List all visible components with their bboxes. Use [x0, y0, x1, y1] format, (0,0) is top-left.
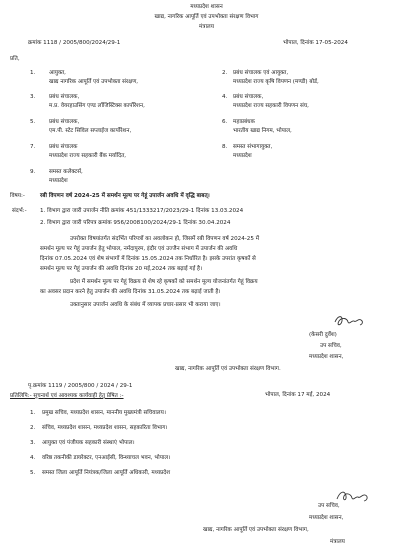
recipient-line: म.प्र. वेयरहाउसिंग एण्ड लॉजिस्टिक्स कार्पोरेशन, [49, 103, 145, 109]
recipient-line: प्रबंध संचालक [49, 144, 78, 150]
subject-text: रबी विपणन वर्ष 2024-25 में समर्थन मूल्य पर गेहूं उपार्जन अवधि में वृद्धि बाबत्। [40, 193, 210, 199]
copy-no: 3. [30, 440, 36, 446]
recipient-no: 4. [222, 94, 228, 100]
reference-label: संदर्भ:- [12, 208, 27, 214]
body-line: उक्तानुसार उपार्जन अवधि के संबंध में व्यापक प्रचार-प्रसार भी कराया जाए। [70, 302, 221, 308]
body-line: समर्थन मूल्य पर गेहूं उपार्जन की अवधि दिनांक 20 मई,2024 तक बढ़ाई गई है। [40, 266, 203, 272]
recipient-line: महाप्रबंधक [233, 119, 255, 125]
signatory2-gov: मध्यप्रदेश शासन, [309, 515, 344, 521]
recipient-line: मध्यप्रदेश राज्य कृषि विपणन (मण्डी) बोर्ड, [233, 79, 319, 85]
signatory-gov: मध्यप्रदेश शासन, [309, 354, 344, 360]
body-line: समर्थन मूल्य पर गेहूं उपार्जन हेतु भोपाल, नर्मदापुरम, इंदौर एवं उज्जैन संभाग में उपार्जन की अवधि [40, 246, 238, 252]
signature-scribble [332, 312, 366, 330]
copy-item: वरिष्ठ तकनीकी डायरेक्टर, एनआईसी, विन्ध्याचल भवन, भोपाल। [42, 455, 171, 461]
letter-ref: क्रमांक 1118 / 2005/800/2024/29-1 [28, 40, 121, 46]
body-line: का अवसर प्रदान करने हेतु उपार्जन की अवधि दिनांक 31.05.2024 तक बढ़ाई जाती है। [40, 289, 221, 295]
signatory-designation: उप सचिव, [320, 343, 342, 349]
copy-item: प्रमुख सचिव, मध्यप्रदेश शासन, माननीय मुख्यमंत्री सचिवालय। [42, 410, 166, 416]
letter-date: भोपाल, दिनांक 17-05-2024 [283, 40, 348, 46]
signature-scribble [335, 487, 371, 505]
to-label: प्रति, [10, 56, 20, 62]
copy-item: आयुक्त एवं पंजीयक सहकारी संस्थाएं भोपाल। [42, 440, 135, 446]
recipient-line: मध्यप्रदेश राज्य सहकारी बैंक मर्यादित, [49, 153, 127, 159]
recipient-no: 8. [222, 144, 228, 150]
copy-no: 2. [30, 425, 36, 431]
copy-item: संचिव, मध्यप्रदेश शासन, मध्यप्रदेश शासन, सहकारिता विभाग। [42, 425, 168, 431]
body-line: उपरोक्त विषयांतर्गत संदर्भित परिपत्रों का अवलोकन हो, जिसमें रबी विपणन वर्ष 2024-25 में [70, 236, 260, 242]
copy-label: प्रतिलिपि:- सूचनार्थ एवं आवश्यक कार्यवाही हेतु प्रेषित :- [10, 393, 124, 399]
recipient-line: खाद्य नागरिक आपूर्ति एवं उपभोक्ता संरक्षण, [49, 79, 139, 85]
recipient-line: समस्त कलेक्टर्स, [49, 169, 83, 175]
gov-heading: मध्यप्रदेश शासन [190, 4, 223, 10]
copy-item: समस्त जिला आपूर्ति नियंत्रक/जिला आपूर्ति अधिकारी, मध्यप्रदेश [42, 470, 171, 476]
copy-no: 4. [30, 455, 36, 461]
recipient-line: समस्त संभागायुक्त, [233, 144, 273, 150]
recipient-no: 3. [30, 94, 36, 100]
recipient-line: मध्यप्रदेश [233, 153, 252, 159]
signatory2-dept: खाद्य, नागरिक आपूर्ति एवं उपभोक्ता संरक्षण विभाग, [203, 527, 309, 533]
recipient-line: मध्यप्रदेश [49, 178, 68, 184]
recipient-line: प्रबंध संचालक, [233, 94, 264, 100]
copy-no: 5. [30, 470, 36, 476]
reference-item: 1. विभाग द्वारा जारी उपार्जन नीति क्रमांक 451/1333217/2023/29-1 दिनांक 13.03.2024 [40, 208, 244, 214]
subject-label: विषय:- [10, 193, 25, 199]
recipient-line: आयुक्त, [49, 70, 66, 76]
recipient-no: 6. [222, 119, 228, 125]
reference-item: 2. विभाग द्वारा जारी परिपत्र क्रमांक 956/2008100/2024/29-1 दिनांक 30.04.2024 [40, 220, 231, 226]
recipient-no: 2. [222, 70, 228, 76]
endorsement-ref: पृ.क्रमांक 1119 / 2005/800 / 2024 / 29-1 [28, 383, 133, 389]
signatory-name: (केसरी दुर्वेश) [309, 332, 337, 338]
recipient-line: प्रबंध संचालक, [49, 119, 80, 125]
signatory2-office: मंत्रालय [330, 539, 345, 545]
recipient-line: भारतीय खाद्य निगम, भोपाल, [233, 128, 292, 134]
recipient-line: प्रबंध संचालक, [49, 94, 80, 100]
office-heading: मंत्रालय [199, 24, 214, 30]
body-line: प्रदेश में समर्थन मूल्य पर गेहूं विक्रय से शेष रहे कृषकों को समर्थन मूल्य योजनांतर्गत गेहूं विक्रय [70, 279, 258, 285]
recipient-line: मध्यप्रदेश राज्य सहकारी विपणन संघ, [233, 103, 309, 109]
signatory-dept: खाद्य, नागरिक आपूर्ति एवं उपभोक्ता संरक्षण विभाग. [175, 366, 281, 372]
recipient-line: एम.पी. स्टेट सिविल सप्लाईज कार्पोरेशन, [49, 128, 132, 134]
recipient-no: 5. [30, 119, 36, 125]
signatory2-designation: उप सचिव, [318, 503, 340, 509]
recipient-no: 9. [30, 169, 36, 175]
endorsement-date: भोपाल, दिनांक 17 मई, 2024 [265, 392, 331, 398]
recipient-line: प्रबंध संचालक एवं आयुक्त, [233, 70, 289, 76]
copy-no: 1. [30, 410, 36, 416]
body-line: दिनांक 07.05.2024 एवं शेष संभागों में दिनांक 15.05.2024 तक निर्धारित है। इसके उपरांत कृषकों से [40, 256, 256, 262]
recipient-no: 7. [30, 144, 36, 150]
dept-heading: खाद्य, नागरिक आपूर्ति एवं उपभोक्ता संरक्षण विभाग [154, 14, 259, 20]
recipient-no: 1. [30, 70, 36, 76]
